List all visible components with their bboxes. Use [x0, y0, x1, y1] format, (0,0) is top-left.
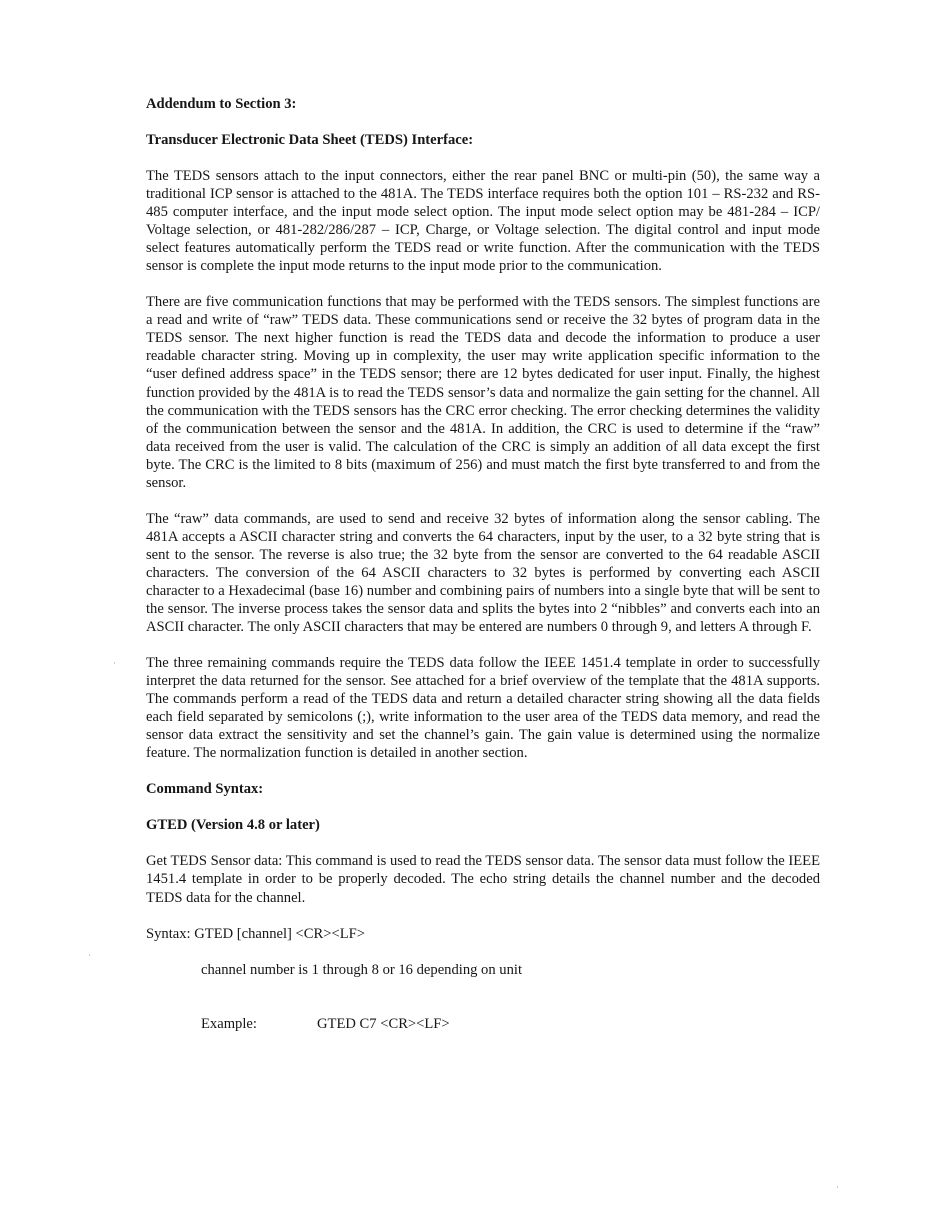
paragraph-gted-description: Get TEDS Sensor data: This command is used to read the TEDS sensor data. The sensor data must follow the IEEE 1451.4 template in order to be properly decoded. The echo string details the channel number and the decoded TEDS data for the channel. [146, 853, 820, 906]
teds-interface-heading: Transducer Electronic Data Sheet (TEDS) Interface: [146, 132, 474, 148]
example-row [146, 1015, 820, 1033]
scan-speck-mark: · [88, 950, 91, 960]
paragraph-remaining-commands: The three remaining commands require the TEDS data follow the IEEE 1451.4 template in order to successfully interpret the data returned for the sensor. See attached for a brief overview of the template that the 481A supports. The commands perform a read of the TEDS data and return a detailed character string showing all the data fields each field separated by semicolons (;), write information to the user area of the TEDS data memory, and read the sensor data extract the sensitivity and set the channel’s gain. The gain value is determined using the normalize feature. The normalization function is detailed in another section. [146, 655, 820, 762]
addendum-heading: Addendum to Section 3: [146, 96, 297, 112]
document-page [146, 95, 820, 1033]
paragraph-raw-data: The “raw” data commands, are used to send and receive 32 bytes of information along the sensor cabling. The 481A accepts a ASCII character string and converts the 64 characters, input by the user, to a 32 byte string that is sent to the sensor. The reverse is also true; the 32 byte from the sensor are converted to the 64 readable ASCII characters. The conversion of the 64 ASCII characters to 32 bytes is performed by converting each ASCII character to a Hexadecimal (base 16) number and combining pairs of numbers into a single byte that will be sent to the sensor. The inverse process takes the sensor data and splits the bytes into 2 “nibbles” and converts each into an ASCII character. The only ASCII characters that may be entered are numbers 0 through 9, and letters A through F. [146, 510, 820, 636]
gted-heading: GTED (Version 4.8 or later) [146, 817, 320, 834]
example-command: GTED C7 <CR><LF> [317, 1015, 450, 1032]
command-syntax-heading: Command Syntax: [146, 781, 264, 798]
syntax-line: Syntax: GTED [channel] <CR><LF> [146, 925, 365, 942]
scan-speck-mark: · [836, 1182, 839, 1192]
channel-note: channel number is 1 through 8 or 16 depending on unit [201, 961, 523, 978]
example-label: Example: [201, 1015, 257, 1032]
paragraph-communication-functions: There are five communication functions that may be performed with the TEDS sensors. The simplest functions are a read and write of “raw” TEDS data. These communications send or receive the 32 bytes of program data in the TEDS sensor. The next higher function is read the TEDS data and decode the information to produce a user readable character string. Moving up in complexity, the user may write application specific information to the “user defined address space” in the TEDS sensor; there are 12 bytes dedicated for user input. Finally, the highest function provided by the 481A is to read the TEDS sensor’s data and normalize the gain setting for the channel. All the communication with the TEDS sensors has the CRC error checking. The error checking determines the validity of the communication between the sensor and the 481A. In addition, the CRC is used to determine if the “raw” data received from the user is valid. The calculation of the CRC is simply an addition of all data except the first byte. The CRC is the limited to 8 bits (maximum of 256) and must match the first byte transferred to and from the sensor. [146, 294, 820, 491]
paragraph-teds-connection: The TEDS sensors attach to the input connectors, either the rear panel BNC or multi-pin (50), the same way a traditional ICP sensor is attached to the 481A. The TEDS interface requires both the option 101 – RS-232 and RS-485 computer interface, and the input mode select option. The input mode select option may be 481-284 – ICP/ Voltage selection, or 481-282/286/287 – ICP, Charge, or Voltage selection. The digital control and input mode select features automatically perform the TEDS read or write function. After the communication with the TEDS sensor is complete the input mode returns to the input mode prior to the communication. [146, 168, 820, 275]
scan-speck-mark: · [113, 658, 116, 668]
